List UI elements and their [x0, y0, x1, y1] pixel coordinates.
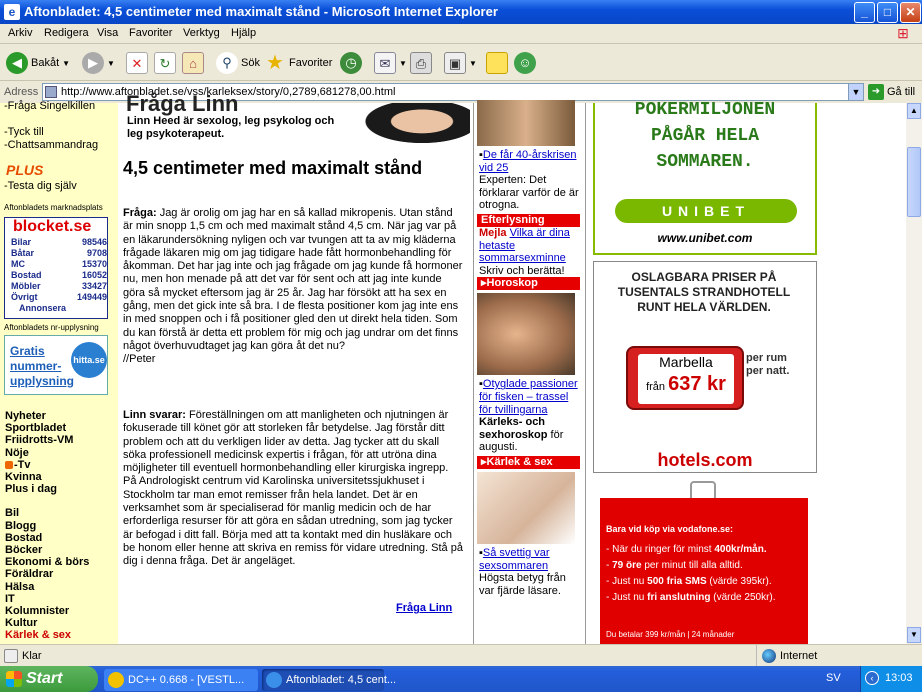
menu-hjalp[interactable]: Hjälp	[231, 27, 257, 39]
dropdown-icon: ▼	[469, 58, 477, 68]
address-url: http://www.aftonbladet.se/vss/karleksex/story/0,2789,681278,00.html	[61, 86, 396, 98]
offer-bold: 400kr/mån.	[714, 544, 767, 555]
nav-tv-label: -Tv	[14, 458, 31, 471]
blocket-row[interactable]	[11, 302, 107, 313]
zone-text: Internet	[780, 650, 818, 662]
bullet-icon: ▪	[479, 546, 483, 559]
start-label: Start	[26, 670, 63, 687]
horoskop-text: för augusti.	[479, 428, 564, 454]
offer-post: (värde 250kr).	[710, 592, 776, 603]
bullet-icon: ▪	[479, 149, 483, 161]
clock: 13:03	[885, 672, 913, 684]
hotels-ad[interactable]	[593, 261, 817, 473]
nav-noje[interactable]: Nöje	[5, 446, 29, 459]
taskbar-item-dcpp[interactable]	[104, 669, 258, 691]
menu-favoriter[interactable]: Favoriter	[129, 27, 173, 39]
vodafone-ad[interactable]	[600, 498, 808, 644]
blocket-category: Möbler	[11, 280, 41, 291]
ie-task-icon	[266, 672, 282, 688]
link-sommarsexminne[interactable]: Vilka är dina hetaste sommarsexminne	[479, 226, 570, 265]
left-sidebar	[0, 100, 118, 644]
mejla-label: Mejla	[479, 226, 507, 239]
nav-bil[interactable]: Bil	[5, 507, 20, 520]
system-tray	[860, 666, 922, 692]
status-divider	[756, 645, 757, 667]
column-header-title: Fråga Linn	[126, 91, 239, 116]
unibet-line3: SOMMAREN.	[656, 152, 754, 172]
taskbar-item-aftonbladet[interactable]	[262, 669, 397, 691]
scroll-thumb[interactable]	[907, 147, 921, 217]
maximize-button[interactable]: □	[877, 2, 898, 23]
article-question	[123, 207, 463, 367]
offer-pre: -	[606, 560, 613, 571]
blocket-category: Båtar	[11, 247, 35, 258]
globe-icon	[762, 649, 776, 663]
blocket-count: 149449	[76, 291, 107, 302]
home-icon: ⌂	[182, 52, 204, 74]
nav-kvinna[interactable]: Kvinna	[5, 471, 42, 484]
blocket-category: Bostad	[11, 269, 42, 280]
ask-linn-link[interactable]: Fråga Linn	[396, 602, 453, 614]
nav-blogg[interactable]: Blogg	[5, 519, 37, 532]
blocket-row[interactable]	[11, 291, 107, 302]
messenger-icon: ☺	[514, 52, 536, 74]
hotels-price-tag	[638, 354, 734, 404]
back-button[interactable]	[6, 50, 70, 76]
unibet-url: www.unibet.com	[657, 231, 753, 245]
hotels-city: Marbella	[659, 354, 713, 370]
link-fraga-singelkillen[interactable]: -Fråga Singelkillen	[4, 100, 96, 112]
unibet-logo: UNIBET	[615, 199, 797, 223]
back-label: Bakåt	[31, 57, 60, 69]
blocket-annonsera: Annonsera	[19, 302, 67, 313]
offer-pre: - Just nu	[606, 592, 648, 603]
offer-pre: - När du ringer för minst	[606, 544, 715, 555]
nav-friidrotts-vm[interactable]: Friidrotts-VM	[5, 434, 74, 447]
forward-button[interactable]	[82, 50, 115, 76]
stop-icon: ✕	[126, 52, 148, 74]
home-button[interactable]	[182, 50, 204, 76]
link-horoskop[interactable]: Otyglade passioner för fisken – trassel för tvillingarna	[479, 378, 578, 416]
answer-label: Linn svarar:	[123, 409, 186, 421]
horoskop-title: Horoskop	[486, 277, 538, 290]
back-arrow-icon: ◀	[6, 52, 28, 74]
dropdown-icon: ▼	[107, 58, 115, 68]
task-label: Aftonbladet: 4,5 cent...	[286, 674, 397, 686]
history-button[interactable]	[340, 50, 362, 76]
karlek-title: Kärlek & sex	[486, 455, 553, 468]
column-divider	[473, 103, 474, 644]
favorites-button[interactable]	[264, 50, 332, 76]
address-dropdown-button[interactable]: ▼	[848, 83, 864, 101]
tray-expand-icon[interactable]: ‹	[865, 671, 879, 685]
arrow-icon: ▸	[481, 455, 487, 468]
blocket-row[interactable]	[11, 236, 107, 247]
suitcase-icon	[626, 346, 744, 410]
blocket-category: MC	[11, 258, 25, 269]
edit-button[interactable]	[444, 50, 477, 76]
search-label: Sök	[241, 57, 260, 69]
offer-bold: 500 fria SMS	[647, 576, 707, 587]
nav-karlek-sex[interactable]: Kärlek & sex	[5, 629, 72, 642]
forward-arrow-icon: ▶	[82, 52, 104, 74]
blocket-widget[interactable]	[4, 217, 108, 319]
star-icon: ★	[266, 52, 284, 74]
nav-nyheter[interactable]: Nyheter	[5, 410, 46, 422]
stop-button[interactable]	[126, 50, 148, 76]
go-button[interactable]	[868, 84, 915, 100]
article-title: 4,5 centimeter med maximalt stånd	[123, 158, 423, 178]
marketplace-label: Aftonbladets marknadsplats	[4, 203, 103, 212]
question-text: Jag är orolig om jag har en så kallad mikropenis. Utan stånd är min snopp 1,5 cm och med maximalt stånd 4,5 cm. När jag var på en läkarundersökning nyligen och var tvungen att ta av mig kläderna frågade läkaren mig om jag tidigare hade fått hormonbehandling för åkomman. Det har jag inte och jag frågade om jag kunde få hormoner nu, men hon menade på att det var för sent och att jag inte kunde göra så mycket eftersom jag är 25 år. Jag har försökt att ha sex en gång, men det gick inte så bra. I de flesta positioner kom jag inte ens in med snoppen och i få positioner gled den ut direkt hela tiden. Som du kan förstå är detta ett problem för mig och jag undrar om det finns något överhuvudtaget jag kan göra åt det nu?	[123, 207, 463, 352]
author-photo	[350, 103, 470, 149]
tv-bullet-icon	[5, 461, 13, 469]
blocket-category: Bilar	[11, 236, 32, 247]
gratis-text: Gratis nummer-upplysning	[10, 344, 74, 388]
dcpp-icon	[108, 672, 124, 688]
window-titlebar[interactable]	[0, 0, 922, 24]
blocket-logo: blocket.se	[13, 218, 92, 235]
hotels-price: 637 kr	[668, 373, 726, 395]
blocket-count: 15370	[81, 258, 107, 269]
task-label: DC++ 0.668 - [VESTL...	[128, 674, 245, 686]
status-text: Klar	[22, 650, 42, 662]
article	[120, 91, 470, 644]
vodafone-offers	[606, 542, 776, 606]
menu-bar	[0, 24, 922, 44]
section-karlek-sex	[477, 456, 580, 469]
page-icon	[45, 86, 57, 98]
offer-bold: fri anslutning	[647, 592, 711, 603]
menu-verktyg[interactable]: Verktyg	[183, 27, 220, 39]
vodafone-foot: Du betalar 399 kr/mån | 24 månader	[606, 630, 735, 639]
blocket-count: 98546	[81, 236, 107, 247]
nav-kolumnister[interactable]: Kolumnister	[5, 605, 70, 618]
bullet-icon: ▪	[479, 378, 483, 391]
article-answer	[123, 409, 463, 569]
link-40-arskrisen[interactable]: De får 40-årskrisen vid 25	[479, 149, 577, 174]
address-label: Adress	[4, 86, 39, 98]
vertical-scrollbar[interactable]	[906, 103, 922, 644]
blocket-table	[11, 236, 107, 313]
note-button[interactable]	[486, 50, 508, 76]
hotels-per: per rum per natt.	[746, 352, 790, 377]
section-nav	[5, 410, 89, 642]
vodafone-offer	[606, 542, 776, 558]
vodafone-offer	[606, 558, 776, 574]
nav-it[interactable]: IT	[5, 592, 15, 605]
offer-post: per minut till alla alltid.	[641, 560, 743, 571]
note-icon	[486, 52, 508, 74]
menu-redigera[interactable]: Redigera	[44, 27, 89, 39]
blocket-count: 33427	[81, 280, 107, 291]
taskbar	[0, 666, 922, 692]
blocket-row[interactable]	[11, 269, 107, 280]
favorites-label: Favoriter	[289, 57, 333, 69]
page-done-icon	[4, 649, 18, 663]
go-arrow-icon: ➜	[868, 84, 884, 100]
search-icon: ⚲	[216, 52, 238, 74]
menu-arkiv[interactable]: Arkiv	[8, 27, 33, 39]
unibet-ad[interactable]	[593, 100, 817, 255]
numbers-label: Aftonbladets nr-upplysning	[4, 323, 99, 332]
nav-plus-i-dag[interactable]: Plus i dag	[5, 483, 57, 496]
arrow-icon: ▸	[481, 277, 487, 290]
unibet-line2: PÅGÅR HELA	[650, 126, 760, 146]
menu-visa[interactable]: Visa	[97, 27, 119, 39]
blocket-category: Övrigt	[11, 291, 38, 302]
scroll-down-button[interactable]: ▼	[907, 627, 921, 643]
nav-tv[interactable]	[5, 459, 89, 471]
windows-logo-icon: ⊞	[897, 25, 909, 41]
mail-button[interactable]	[374, 50, 407, 76]
nav-sportbladet[interactable]: Sportbladet	[5, 422, 67, 435]
search-button[interactable]	[216, 50, 260, 76]
question-signature: //Peter	[123, 353, 156, 366]
celebrity-photo[interactable]	[477, 100, 575, 146]
windows-flag-icon	[6, 671, 22, 687]
nav-halsa[interactable]: Hälsa	[5, 580, 35, 593]
minimize-button[interactable]: _	[854, 2, 875, 23]
bed-photo[interactable]	[477, 472, 575, 544]
link-tyck-till[interactable]: -Tyck till	[4, 126, 44, 138]
offer-post: (värde 395kr).	[706, 576, 772, 587]
window-title: Aftonbladet: 4,5 centimeter med maximalt stånd - Microsoft Internet Explorer	[24, 4, 498, 19]
refresh-icon: ↻	[154, 52, 176, 74]
nav-foraldrar[interactable]: Föräldrar	[5, 568, 54, 581]
nav-spacer	[5, 495, 89, 507]
unibet-line1: POKERMILJONEN	[634, 100, 776, 120]
hitta-ad[interactable]	[4, 335, 108, 395]
hitta-logo: hitta.se	[71, 342, 107, 378]
couple-photo[interactable]	[477, 293, 575, 375]
language-indicator[interactable]: SV	[826, 672, 841, 684]
nav-bostad[interactable]: Bostad	[5, 531, 43, 544]
dropdown-icon: ▼	[399, 58, 407, 68]
nav-bocker[interactable]: Böcker	[5, 544, 43, 557]
refresh-button[interactable]	[154, 50, 176, 76]
messenger-button[interactable]	[514, 50, 536, 76]
section-efterlysning: Efterlysning	[477, 214, 580, 227]
blocket-row[interactable]	[11, 280, 107, 291]
column-divider	[585, 103, 586, 644]
nav-kultur[interactable]: Kultur	[5, 617, 38, 630]
blocket-row[interactable]	[11, 247, 107, 258]
start-button[interactable]	[0, 666, 98, 692]
hotels-logo: hotels.com	[657, 450, 753, 470]
print-icon: ⎙	[410, 52, 432, 74]
link-svettig-sexsommaren[interactable]: Så svettig var sexsommaren	[479, 546, 550, 572]
toolbar	[0, 45, 922, 81]
close-button[interactable]: ✕	[900, 2, 921, 23]
hotels-text: OSLAGBARA PRISER PÅ TUSENTALS STRANDHOTELL RUNT HELA VÄRLDEN.	[617, 270, 791, 314]
vodafone-head: Bara vid köp via vodafone.se:	[606, 524, 734, 534]
ie-icon: e	[4, 4, 20, 20]
hotels-from: från	[646, 381, 666, 393]
offer-pre: - Just nu	[606, 576, 648, 587]
link-testa-dig-sjalv[interactable]: -Testa dig själv	[4, 180, 77, 192]
horoskop-text-bold: Kärleks- och sexhoroskop	[479, 416, 548, 441]
column-header-subtitle: Linn Heed är sexolog, leg psykolog och leg psykoterapeut.	[127, 115, 335, 140]
blocket-row[interactable]	[11, 258, 107, 269]
print-button[interactable]	[410, 50, 432, 76]
mejla-text: Skriv och berätta!	[479, 264, 565, 277]
answer-text: Föreställningen om att manligheten och njutningen är fokuserade till könet gör att storleken får betydelse. Jag förstår ditt problem och att du verkligen lider av detta. Jag tycker att du skall söka professionell medicinsk expertis i frågan, för att utröna dina möjligheter till eventuell hormonbehandling eller kirurgiska ingrepp. På Andrologiskt centrum vid Karolinska universitetssjukhuset i Stockholm tar man emot remisser från hela landet. Det är en verksamhet som är specialiserad för manlig medicin och de har erforderliga resurser för att göra en sådan utredning, som jag tycker är befogad i ditt fall. Börja med att ta kontakt med din husläkare och be honom eller henne att skriva en remiss för vidare utredning. Stå på dig i denna fråga. Det är angeläget.	[123, 409, 463, 568]
question-label: Fråga:	[123, 207, 157, 219]
offer-bold: 79 öre	[612, 560, 642, 571]
edit-icon: ▣	[444, 52, 466, 74]
karlek-text: Högsta betyg från var fjärde läsare.	[479, 572, 566, 597]
related-column	[477, 103, 580, 644]
blocket-count: 9708	[86, 247, 107, 258]
nav-ekonomi[interactable]: Ekonomi & börs	[5, 556, 90, 569]
dropdown-icon: ▼	[62, 58, 71, 68]
vodafone-offer	[606, 590, 776, 606]
vodafone-offer	[606, 574, 776, 590]
plus-logo[interactable]: PLUS	[6, 162, 44, 178]
link-chattsammandrag[interactable]: -Chattsammandrag	[4, 139, 99, 151]
history-icon: ◷	[340, 52, 362, 74]
mail-icon: ✉	[374, 52, 396, 74]
status-bar	[0, 644, 922, 666]
item1-text: Experten: Det förklarar varför de är otrogna.	[479, 174, 579, 212]
go-label: Gå till	[887, 86, 916, 98]
scroll-up-button[interactable]: ▲	[907, 103, 921, 119]
blocket-count: 16052	[81, 269, 107, 280]
section-horoskop	[477, 277, 580, 290]
